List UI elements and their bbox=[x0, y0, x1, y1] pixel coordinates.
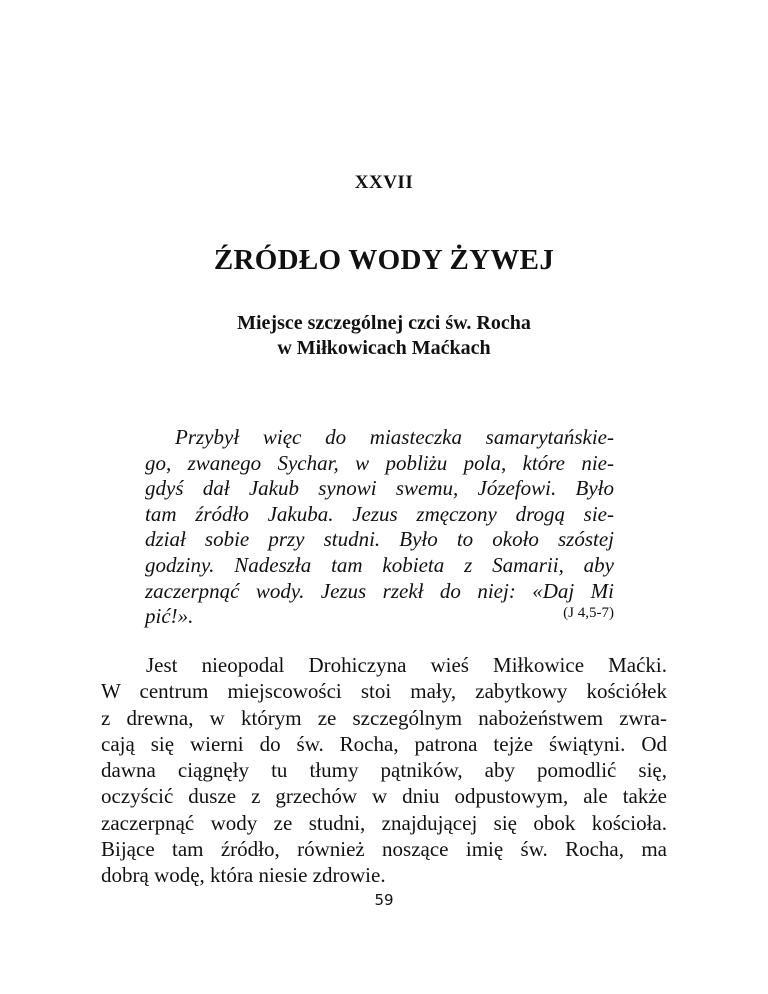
body-line: oczyścić dusze z grzechów w dniu odpustowym, ale także bbox=[101, 784, 667, 809]
body-paragraph bbox=[101, 652, 667, 889]
chapter-subtitle bbox=[0, 311, 768, 361]
epigraph-line: dział sobie przy studni. Było to około szóstej bbox=[145, 527, 614, 552]
epigraph-quote bbox=[145, 425, 614, 630]
body-line: Bijące tam źródło, również noszące imię św. Rocha, ma bbox=[101, 837, 667, 862]
epigraph-line: godziny. Nadeszła tam kobieta z Samarii, aby bbox=[145, 552, 614, 577]
epigraph-line: Przybył więc do miasteczka samarytańskie- bbox=[175, 425, 614, 449]
page-number: 59 bbox=[374, 891, 394, 909]
subtitle-line: Miejsce szczególnej czci św. Rocha bbox=[237, 312, 531, 334]
body-line: cają się wierni do św. Rocha, patrona tejże świątyni. Od bbox=[101, 731, 667, 756]
body-line: Jest nieopodal Drohiczyna wieś Miłkowice Maćki. bbox=[146, 653, 667, 677]
epigraph-line: pić!». bbox=[145, 604, 194, 629]
epigraph-line: gdyś dał Jakub synowi swemu, Józefowi. Było bbox=[145, 476, 614, 501]
epigraph-line: zaczerpnąć wody. Jezus rzekł do niej: «Daj Mi bbox=[145, 578, 614, 603]
chapter-title: ŹRÓDŁO WODY ŻYWEJ bbox=[213, 244, 555, 276]
epigraph-line: tam źródło Jakuba. Jezus zmęczony drogą sie- bbox=[145, 501, 614, 526]
chapter-number: XXVII bbox=[354, 172, 414, 193]
epigraph-reference: (J 4,5-7) bbox=[563, 605, 614, 621]
epigraph-line: go, zwanego Sychar, w pobliżu pola, które nie- bbox=[145, 450, 614, 475]
body-line: z drewna, w którym ze szczególnym nabożeństwem zwra- bbox=[101, 705, 667, 730]
body-line: zaczerpnąć wody ze studni, znajdującej się obok kościoła. bbox=[101, 810, 667, 835]
subtitle-line: w Miłkowicach Maćkach bbox=[277, 337, 491, 359]
body-line: dawna ciągnęły tu tłumy pątników, aby pomodlić się, bbox=[101, 758, 667, 783]
body-line: W centrum miejscowości stoi mały, zabytkowy kościółek bbox=[101, 679, 667, 704]
body-line: dobrą wodę, która niesie zdrowie. bbox=[101, 863, 386, 888]
